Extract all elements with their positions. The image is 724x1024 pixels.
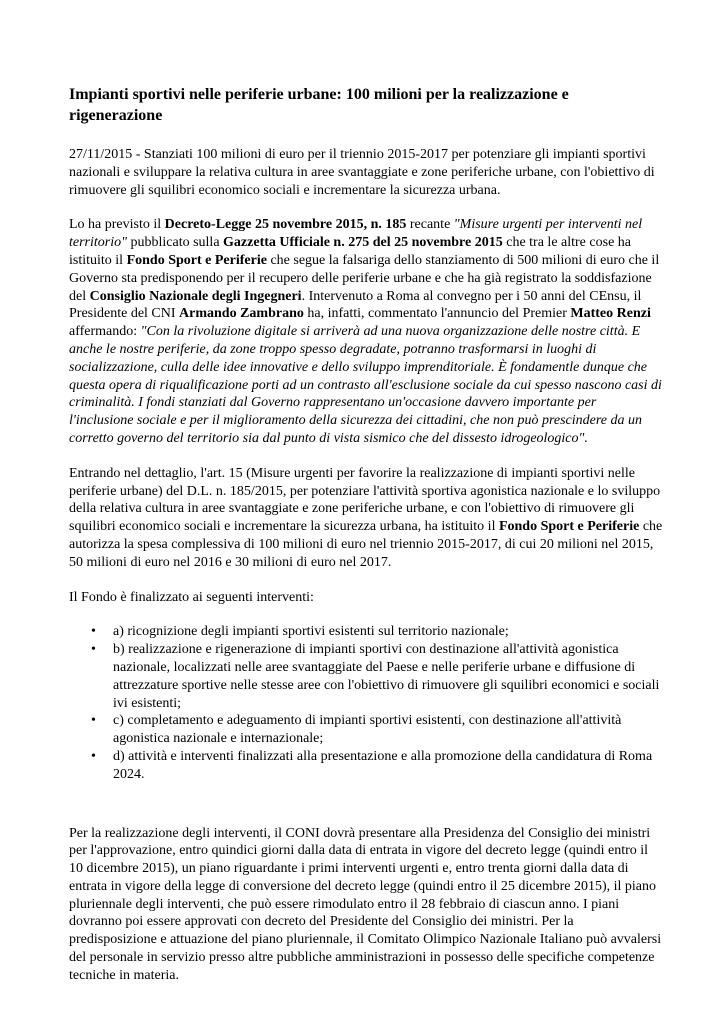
text-run: che tra le altre cose ha istituito il: [69, 235, 631, 268]
spacer: [69, 801, 664, 825]
text-run: Entrando nel dettaglio, l'art. 15 (Misure urgenti per favorire la realizzazione di impianti sportivi nelle periferie urbane) del D.L. n. 185/2015, per potenziare l'attività sportiva agonistica nazionale e lo sviluppo della relativa cultura in aree svantaggiate e zone periferiche urbane, e con l'obiettivo di rimuovere gli squilibri economico sociali e incrementare la sicurezza urbana, ha istituito il: [69, 465, 661, 535]
list-item: • a) ricognizione degli impianti sportivi esistenti sul territorio nazionale;: [113, 623, 664, 641]
intro-paragraph: 27/11/2015 - Stanziati 100 milioni di euro per il triennio 2015-2017 per potenziare gli impianti sportivi nazionali e sviluppare la relativa cultura in aree svantaggiate e zone periferiche urbane, con l'obiettivo di rimuovere gli squilibri economico sociali e incrementare la sicurezza urbana.: [69, 147, 655, 198]
fund-name: Fondo Sport e Periferie: [126, 252, 267, 268]
text-run: ha, infatti, commentato l'annuncio del Premier: [303, 306, 571, 322]
premier-name: Matteo Renzi: [570, 306, 651, 322]
article-title: Impianti sportivi nelle periferie urbane: 100 milioni per la realizzazione e rigenerazione: [69, 86, 569, 124]
detail-paragraph: [69, 465, 664, 572]
coni-paragraph: Per la realizzazione degli interventi, il CONI dovrà presentare alla Presidenza del Consiglio dei ministri per l'approvazione, entro quindici giorni dalla data di entrata in vigore del decreto legge (quindi entro il 10 dicembre 2015), un piano riguardante i primi interventi urgenti e, entro trenta giorni dalla data di entrata in vigore della legge di conversione del decreto legge (quindi entro il 25 dicembre 2015), il piano pluriennale degli interventi, che può essere rimodulato entro il 28 febbraio di ciascun anno. I piani dovranno poi essere approvati con decreto del Presidente del Consiglio dei ministri. Per la predisposizione e attuazione del piano pluriennale, il Comitato Olimpico Nazionale Italiano può avvalersi del personale in servizio presso altre pubbliche amministrazioni in possesso delle specifiche competenze tecniche in materia.: [69, 825, 662, 983]
fund-name: Fondo Sport e Periferie: [498, 519, 640, 535]
text-run: recante: [406, 217, 454, 233]
text-run: che segue la falsariga dello stanziamento di 500 milioni di euro che il Governo sta predisponendo per il recupero delle periferie urbane e che ha già registrato la soddisfazione del: [69, 252, 660, 304]
president-name: Armando Zambrano: [179, 306, 304, 322]
text-run: pubblicato sulla: [127, 235, 224, 251]
decree-paragraph: [69, 216, 664, 447]
text-run: che autorizza la spesa complessiva di 100 milioni di euro nel triennio 2015-2017, di cui 20 milioni nel 2015, 50 milioni di euro nel 2016 e 30 milioni di euro nel 2017.: [69, 519, 663, 570]
text-run: . Intervenuto a Roma al convegno per i 50 anni del CEnsu, il Presidente del CNI: [69, 288, 642, 322]
decree-reference: Decreto-Legge 25 novembre 2015, n. 185: [164, 217, 407, 233]
council-name: Consiglio Nazionale degli Ingegneri: [89, 288, 302, 304]
gazette-reference: Gazzetta Ufficiale n. 275 del 25 novembre 2015: [223, 235, 503, 251]
list-item: • d) attività e interventi finalizzati alla presentazione e alla promozione della candidatura di Roma 2024.: [113, 748, 664, 784]
president-quote: "Con la rivoluzione digitale si arriverà ad una nuova organizzazione delle nostre città. E anche le nostre periferie, da zone troppo spesso degradate, potranno trasformarsi in luoghi di socializzazione, culla delle idee innovative e dello sviluppo imprenditoriale. È fondamentle dunque che questa opera di riqualificazione porti ad un contrasto all'esclusione sociale da cui spesso nascono casi di criminalità. I fondi stanziati dal Governo rappresentano un'occasione davvero importante per l'inclusione sociale e per il miglioramento della sicurezza dei cittadini, che non può prescindere da un corretto governo del territorio sia dal punto di vista sismico che del dissesto idrogeologico".: [69, 324, 662, 446]
decree-title-quote: "Misure urgenti per interventi nel territorio": [69, 217, 643, 251]
fund-purpose-intro: Il Fondo è finalizzato ai seguenti interventi:: [69, 589, 314, 605]
list-item: • c) completamento e adeguamento di impianti sportivi esistenti, con destinazione all'attività agonistica nazionale e internazionale;: [113, 712, 664, 748]
interventions-list: [69, 623, 664, 783]
text-run: Lo ha previsto il: [69, 217, 165, 233]
list-item: • b) realizzazione e rigenerazione di impianti sportivi con destinazione all'attività agonistica nazionale, localizzati nelle aree svantaggiate del Paese e nelle periferie urbane e diffusione di attrezzature sportive nelle stesse aree con l'obiettivo di rimuovere gli squilibri economici e sociali ivi esistenti;: [113, 641, 664, 712]
text-run: affermando:: [69, 324, 141, 340]
